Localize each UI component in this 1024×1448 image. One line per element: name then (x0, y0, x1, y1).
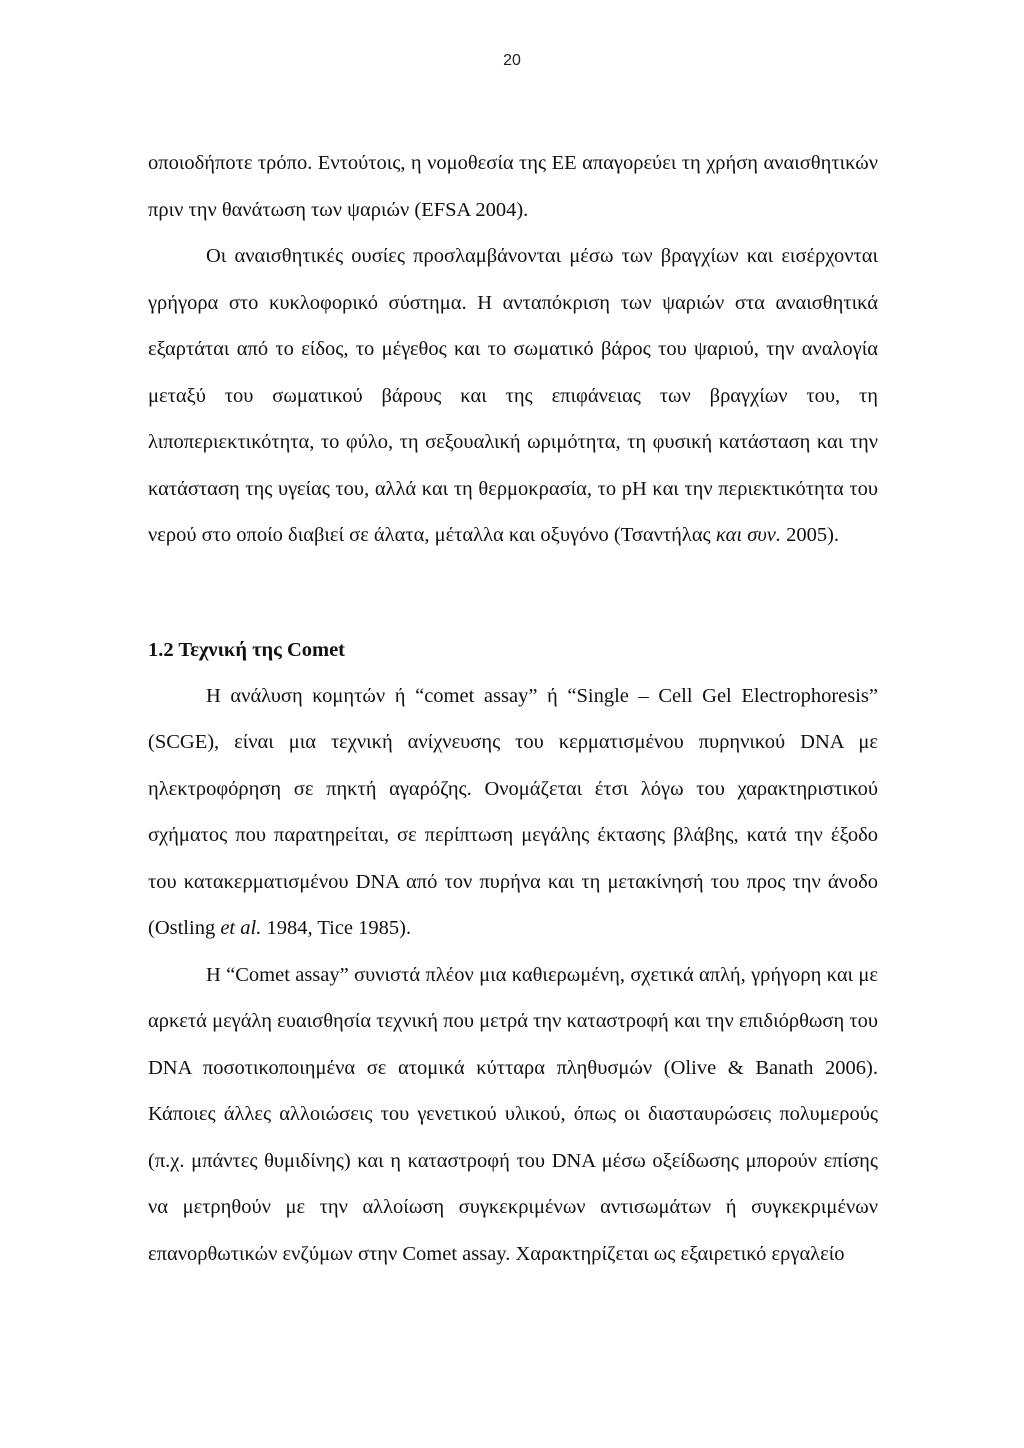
paragraph-2-end: 2005). (780, 524, 840, 546)
page-content (148, 140, 878, 1277)
section-heading: 1.2 Τεχνική της Comet (148, 638, 346, 661)
paragraph-2-text: Οι αναισθητικές ουσίες προσλαμβάνονται μέσω των βραγχίων και εισέρχονται γρήγορα στο κυκλοφορικό σύστημα. Η ανταπόκριση των ψαριών στα αναισθητικά εξαρτάται από το είδος, το μέγεθος και το σωματικό βάρος του ψαριού, την αναλογία μεταξύ του σωματικού βάρους και της επιφάνειας των βραγχίων του, τη λιποπεριεκτικότητα, το φύλο, τη σεξουαλική ωριμότητα, τη φυσική κατάσταση και την κατάσταση της υγείας του, αλλά και τη θερμοκρασία, το pH και την περιεκτικότητα του νερού στο οποίο διαβιεί σε άλατα, μέταλλα και οξυγόνο (Τσαντήλας (148, 245, 878, 546)
paragraph-2 (148, 233, 878, 559)
citation-italic-2: et al. (220, 917, 262, 939)
page-number: 20 (503, 52, 521, 69)
paragraph-3-end: 1984, Tice 1985). (261, 917, 412, 939)
paragraph-3-text: Η ανάλυση κομητών ή “comet assay” ή “Single – Cell Gel Electrophoresis” (SCGE), είναι μια τεχνική ανίχνευσης του κερματισμένου πυρηνικού DNA με ηλεκτροφόρηση σε πηκτή αγαρόζης. Ονομάζεται έτσι λόγω του χαρακτηριστικού σχήματος που παρατηρείται, σε περίπτωση μεγάλης έκτασης βλάβης, κατά την έξοδο του κατακερματισμένου DNA από τον πυρήνα και τη μετακίνησή του προς την άνοδο (Ostling (148, 684, 878, 939)
paragraph-3 (148, 673, 878, 952)
citation-italic: και συν. (715, 524, 781, 546)
paragraph-4: Η “Comet assay” συνιστά πλέον μια καθιερωμένη, σχετικά απλή, γρήγορη και με αρκετά μεγάλη ευαισθησία τεχνική που μετρά την καταστροφή και την επιδιόρθωση του DNA ποσοτικοποιημένα σε ατομικά κύτταρα πληθυσμών (Olive & Banath 2006). Κάποιες άλλες αλλοιώσεις του γενετικού υλικού, όπως οι διασταυρώσεις πολυμερούς (π.χ. μπάντες θυμιδίνης) και η καταστροφή του DNA μέσω οξείδωσης μπορούν επίσης να μετρηθούν με την αλλοίωση συγκεκριμένων αντισωμάτων ή συγκεκριμένων επανορθωτικών ενζύμων στην Comet assay. Χαρακτηρίζεται ως εξαιρετικό εργαλείο (148, 963, 878, 1265)
paragraph-1: οποιοδήποτε τρόπο. Εντούτοις, η νομοθεσία της ΕΕ απαγορεύει τη χρήση αναισθητικών πριν την θανάτωση των ψαριών (EFSA 2004). (148, 152, 878, 221)
